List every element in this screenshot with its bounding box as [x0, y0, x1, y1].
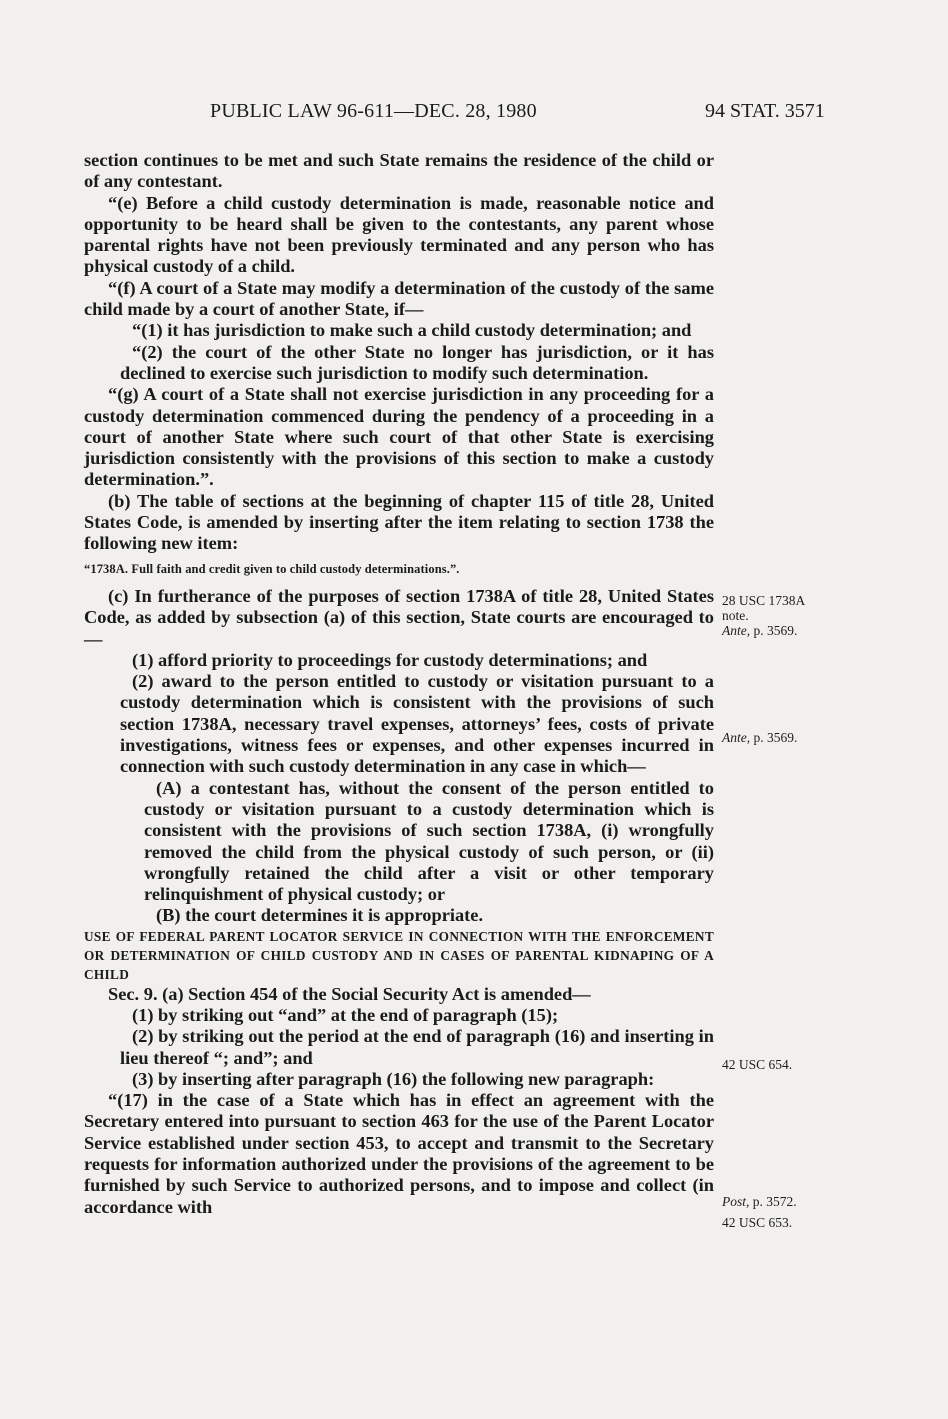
paragraph-c: (c) In furtherance of the purposes of section 1738A of title 28, United States Code, as added by subsection (a) of this section, State courts are encouraged to— [84, 585, 714, 649]
margin-note-text: p. 3569. [750, 623, 798, 638]
margin-note-text: p. 3569. [750, 730, 798, 745]
page-header [0, 100, 948, 130]
margin-note-italic: Ante, [722, 730, 751, 745]
margin-note-italic: Ante, [722, 623, 751, 638]
paragraph-sec9-1: (1) by striking out “and” at the end of paragraph (15); [132, 1004, 559, 1025]
new-table-item: “1738A. Full faith and credit given to child custody determinations.”. [84, 561, 460, 576]
paragraph-f-2: “(2) the court of the other State no longer has jurisdiction, or it has declined to exercise such jurisdiction to modify such determination. [120, 341, 714, 383]
paragraph-e: “(e) Before a child custody determination is made, reasonable notice and opportunity to be heard shall be given to the contestants, any parent whose parental rights have not been previously terminated and any person who has physical custody of a child. [84, 192, 714, 277]
paragraph-sec9-2: (2) by striking out the period at the end of paragraph (16) and inserting in lieu thereof “; and”; and [120, 1026, 714, 1068]
paragraph-g: “(g) A court of a State shall not exercise jurisdiction in any proceeding for a custody determination commenced during the pendency of a proceeding in a court of another State where such court of that other State is exercising jurisdiction consistently with the provisions of this section to make a custody determination.”. [84, 384, 714, 490]
margin-note-line: 28 USC 1738A [722, 593, 806, 608]
paragraph-c-2: (2) award to the person entitled to custody or visitation pursuant to a custody determination which is consistent with the provisions of such section 1738A, necessary travel expenses, attorneys’ fees, costs of private investigations, witness fees or expenses, and other expenses incurred in connection with such custody determination in any case in which— [120, 671, 714, 777]
paragraph-b: (b) The table of sections at the beginning of chapter 115 of title 28, United States Code, is amended by inserting after the item relating to section 1738 the following new item: [84, 490, 714, 554]
section-heading: USE OF FEDERAL PARENT LOCATOR SERVICE IN CONNECTION WITH THE ENFORCEMENT OR DETERMINATION OF CHILD CUSTODY AND IN CASES OF PARENTAL KIDNAPING OF A CHILD [84, 928, 714, 982]
paragraph-c-2-a: (A) a contestant has, without the consent of the person entitled to custody or visitation pursuant to a custody determination which is consistent with the provisions of such section 1738A, (i) wrongfully removed the child from the physical custody of such person, or (ii) wrongfully retained the child after a visit or other temporary relinquishment of physical custody; or [144, 777, 714, 905]
margin-note-28usc [722, 593, 882, 638]
margin-note-post [722, 1194, 882, 1209]
margin-note-text: p. 3572. [749, 1194, 797, 1209]
paragraph-c-1: (1) afford priority to proceedings for custody determinations; and [132, 649, 648, 670]
paragraph-c-2-b: (B) the court determines it is appropriate. [156, 905, 484, 926]
law-title: PUBLIC LAW 96-611—DEC. 28, 1980 [210, 100, 537, 122]
margin-note-italic: Post, [722, 1194, 750, 1209]
margin-note-42usc653: 42 USC 653. [722, 1215, 793, 1230]
paragraph-17: “(17) in the case of a State which has in effect an agreement with the Secretary entered into pursuant to section 463 for the use of the Parent Locator Service established under section 453, to accept and transmit to the Secretary requests for information authorized under the provisions of the agreement to be furnished by such Service to authorized persons, and to impose and collect (in accordance with [84, 1090, 714, 1217]
stat-page-number: 94 STAT. 3571 [705, 100, 825, 122]
paragraph-sec9-a: Sec. 9. (a) Section 454 of the Social Security Act is amended— [108, 983, 591, 1004]
margin-note-42usc654: 42 USC 654. [722, 1057, 793, 1072]
paragraph-f: “(f) A court of a State may modify a determination of the custody of the same child made by a court of another State, if— [84, 277, 714, 320]
paragraph-sec9-3: (3) by inserting after paragraph (16) the following new paragraph: [132, 1068, 655, 1089]
paragraph-continuation: section continues to be met and such State remains the residence of the child or of any contestant. [84, 150, 714, 192]
margin-note-line: note. [722, 608, 749, 623]
margin-note-line [722, 623, 882, 638]
body-text [84, 150, 714, 1218]
paragraph-f-1: “(1) it has jurisdiction to make such a child custody determination; and [132, 320, 692, 341]
margin-note-ante [722, 730, 882, 745]
